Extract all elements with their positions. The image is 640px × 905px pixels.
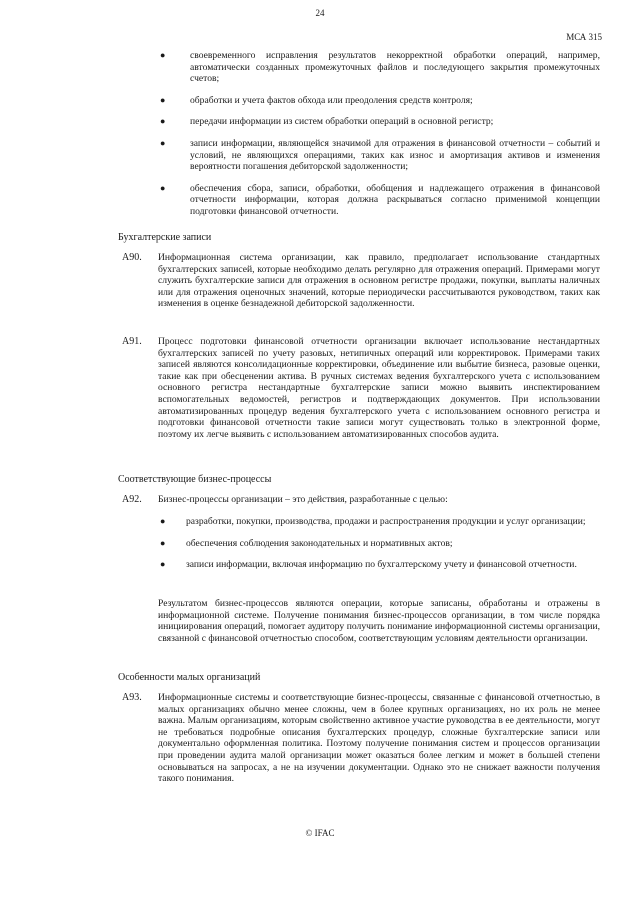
bullet-icon: ● <box>160 516 166 526</box>
list-item <box>0 116 600 128</box>
paragraph-a92 <box>118 494 600 506</box>
paragraph-a92-closing <box>118 598 600 644</box>
bullet-icon: ● <box>160 94 166 105</box>
a92-bullet-list <box>0 516 640 581</box>
list-item <box>0 516 600 528</box>
section-heading-business-processes: Соответствующие бизнес-процессы <box>118 474 272 485</box>
paragraph-a90 <box>118 252 600 310</box>
bullet-icon: ● <box>160 137 166 148</box>
paragraph-number: A90. <box>122 252 142 263</box>
paragraph-number: A92. <box>122 494 142 505</box>
paragraph-number: A91. <box>122 336 142 347</box>
list-item <box>0 50 600 85</box>
list-item-text: своевременного исправления результатов некорректной обработки операций, например, автоматически созданных промежуточных файлов и последующего закрытия промежуточных счетов; <box>190 50 600 85</box>
bullet-icon: ● <box>160 50 166 60</box>
list-item-text: обработки и учета фактов обхода или преодоления средств контроля; <box>190 94 473 106</box>
paragraph-text: Результатом бизнес-процессов являются операции, которые записаны, обработаны и отражены в информационной системе. Получение понимания бизнес-процессов организации, в том числе порядка инициирования операций, помогает аудитору получить понимание информационной системы организации, связанной с финансовой отчетностью способом, соответствующим условиям деятельности организации. <box>158 598 600 644</box>
bullet-icon: ● <box>160 116 166 127</box>
list-item-text: обеспечения соблюдения законодательных и нормативных актов; <box>186 537 453 549</box>
list-item <box>0 95 600 107</box>
paragraph-number: A93. <box>122 692 142 703</box>
footer-copyright: © IFAC <box>305 828 335 838</box>
list-item <box>0 538 600 550</box>
section-heading-small-entities: Особенности малых организаций <box>118 672 261 683</box>
list-item <box>0 183 600 218</box>
paragraph-a93 <box>118 692 600 785</box>
list-item <box>0 138 600 173</box>
paragraph-text: Процесс подготовки финансовой отчетности организации включает использование нестандартных бухгалтерских записей по учету разовых, нетипичных операций или корректировок. Примерами таких записей являются консолидационные корректировки, объединение или выбытие бизнеса, разовые оценки, такие как при обесценении актива. В ручных системах ведения бухгалтерского учета с использованием основного регистра нестандартные бухгалтерские записи можно выявить инспектированием вспомогательных ведомостей, регистров и подтверждающих документов. При использовании автоматизированных процедур ведения бухгалтерского учета с использованием основного регистра и подготовки финансовой отчетности такие записи могут существовать только в электронной форме, поэтому их легче выявить с использованием автоматизированных способов аудита. <box>158 336 600 440</box>
list-item-text: разработки, покупки, производства, продажи и распространения продукции и услуг организации; <box>186 516 586 527</box>
bullet-icon: ● <box>160 559 166 570</box>
list-item-text: записи информации, включая информацию по бухгалтерскому учету и финансовой отчетности. <box>186 559 577 571</box>
bullet-icon: ● <box>160 537 166 548</box>
paragraph-intro: Бизнес-процессы организации – это действия, разработанные с целью: <box>158 494 448 505</box>
list-item-text: передачи информации из систем обработки операций в основной регистр; <box>190 116 494 128</box>
paragraph-a91 <box>118 336 600 440</box>
standard-code: МСА 315 <box>566 32 602 42</box>
paragraph-text: Информационные системы и соответствующие бизнес-процессы, связанные с финансовой отчетностью, в малых организациях обычно менее сложны, чем в более крупных организациях, но их роль не менее важна. Малым организациям, которым свойственно активное участие руководства в ее деятельности, могут не требоваться подробные описания бухгалтерских процедур, сложные бухгалтерские записи или документально оформленная политика. Поэтому получение понимания систем и процессов организации при проведении аудита малой организации может оказаться более легким и может в большей степени основываться на запросах, а не на изучении документации. Однако это не снижает важности получения такого понимания. <box>158 692 600 785</box>
top-bullet-list <box>0 50 640 228</box>
list-item-text: обеспечения сбора, записи, обработки, обобщения и надлежащего отражения в финансовой отчетности информации, которая должна раскрываться согласно применимой концепции подготовки финансовой отчетности. <box>190 182 600 217</box>
page-number: 24 <box>315 8 325 18</box>
bullet-icon: ● <box>160 182 166 193</box>
paragraph-text: Информационная система организации, как правило, предполагает использование стандартных бухгалтерских записей, которые необходимо делать регулярно для отражения операций. Примерами могут служить бухгалтерские записи для отражения в основном регистре продажи, покупки, выплаты наличных или для отражения оценочных значений, которые периодически рассчитываются руководством, таких как изменения в оценке безнадежной дебиторской задолженности. <box>158 252 600 310</box>
list-item <box>0 559 600 571</box>
list-item-text: записи информации, являющейся значимой для отражения в финансовой отчетности – событий и условий, не являющихся операциями, таких как износ и амортизация активов и изменения вероятности погашения дебиторской задолженности; <box>190 137 600 173</box>
section-heading-accounting-entries: Бухгалтерские записи <box>118 232 212 243</box>
